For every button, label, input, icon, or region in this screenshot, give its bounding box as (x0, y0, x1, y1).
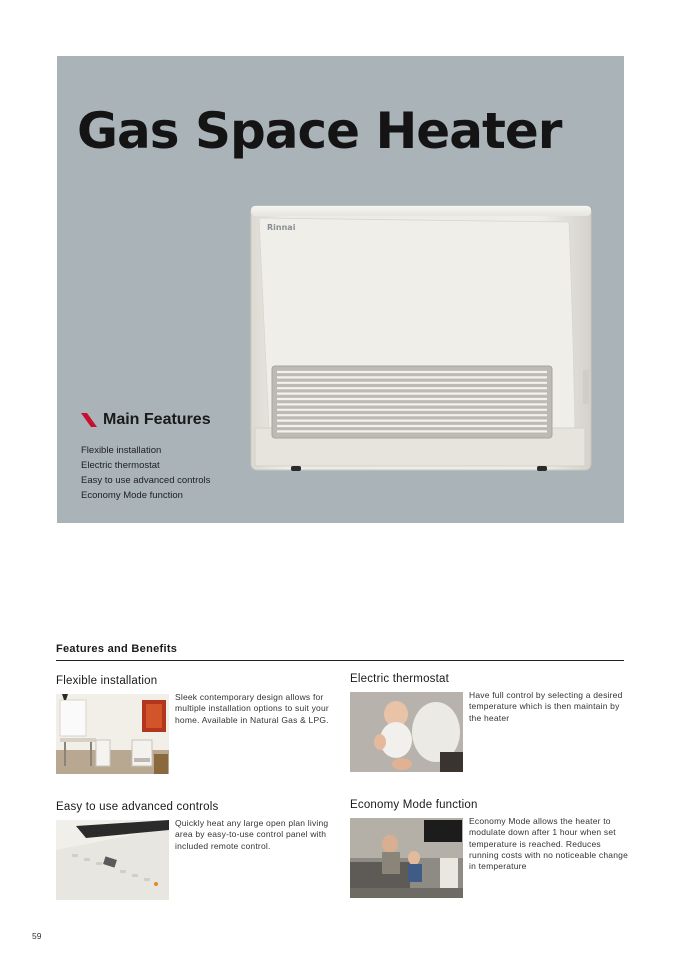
list-item: Flexible installation (81, 445, 162, 456)
heater-product-image (247, 200, 597, 490)
baby-photo (350, 692, 463, 772)
page-number: 59 (32, 931, 42, 941)
feature-title: Easy to use advanced controls (56, 801, 219, 813)
page-title: Gas Space Heater (77, 102, 562, 160)
living-room-photo (56, 694, 169, 774)
main-features-title: Main Features (103, 411, 211, 428)
hero-banner (57, 56, 624, 523)
features-benefits-heading: Features and Benefits (56, 643, 178, 655)
feature-description: Economy Mode allows the heater to modulate down after 1 hour when set temperature is reached. Reduces running costs with no noticeable change in temperature (469, 816, 629, 872)
main-features-heading (81, 411, 211, 429)
feature-title: Flexible installation (56, 675, 158, 687)
control-panel-photo (56, 820, 169, 900)
feature-description: Sleek contemporary design allows for multiple installation options to suit your home. Available in Natural Gas & LPG. (175, 692, 329, 725)
feature-title: Economy Mode function (350, 799, 478, 811)
feature-description: Have full control by selecting a desired temperature which is then maintain by the heater (469, 690, 623, 723)
brand-logo: Rinnai (267, 223, 296, 232)
list-item: Electric thermostat (81, 460, 160, 471)
list-item: Easy to use advanced controls (81, 475, 211, 486)
list-item: Economy Mode function (81, 490, 183, 501)
main-features-list (81, 443, 210, 503)
family-sofa-photo (350, 818, 463, 898)
section-divider (56, 660, 624, 661)
feature-description: Quickly heat any large open plan living area by easy-to-use control panel with included remote control. (175, 818, 329, 851)
feature-title: Electric thermostat (350, 673, 450, 685)
red-slash-icon (81, 413, 97, 427)
